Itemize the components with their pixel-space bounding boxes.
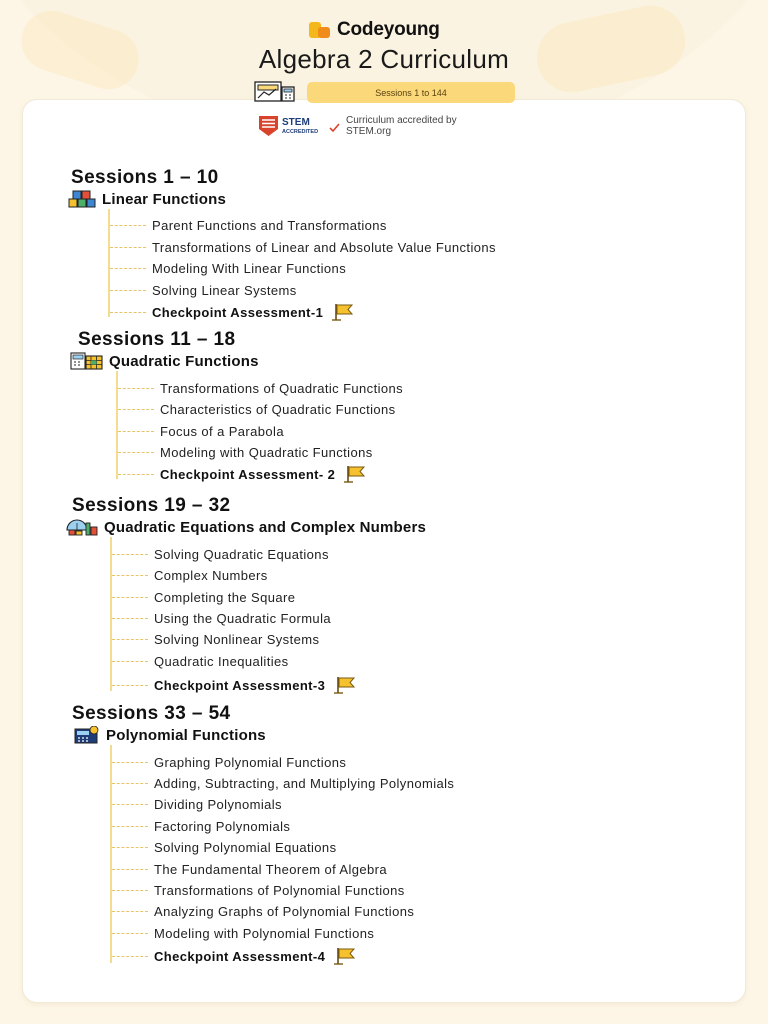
accreditation-line-1: Curriculum accredited by [346, 115, 457, 126]
unit-title [74, 726, 266, 744]
section-heading: Sessions 33 – 54 [72, 703, 231, 724]
blocks-icon [68, 190, 96, 208]
accreditation-line-2: STEM.org [346, 126, 392, 137]
unit-title-text: Quadratic Equations and Complex Numbers [104, 518, 427, 536]
list-item: Transformations of Quadratic Functions [118, 381, 403, 396]
list-item: The Fundamental Theorem of Algebra [112, 862, 387, 877]
accreditation-block [258, 114, 457, 138]
brand-logo [309, 19, 440, 41]
accreditation-text [346, 115, 457, 137]
list-item: Solving Polynomial Equations [112, 840, 336, 855]
unit-title-text: Polynomial Functions [106, 726, 266, 744]
svg-text:STEM: STEM [282, 117, 310, 128]
checkpoint-item: Checkpoint Assessment-3 [112, 676, 359, 694]
list-item: Solving Quadratic Equations [112, 547, 329, 562]
list-item: Completing the Square [112, 590, 295, 605]
unit-title [66, 518, 426, 536]
list-item: Factoring Polynomials [112, 819, 290, 834]
checkpoint-item: Checkpoint Assessment- 2 [118, 465, 369, 483]
list-item: Focus of a Parabola [118, 424, 284, 439]
calculator-grid-icon [70, 352, 103, 370]
flag-icon [333, 947, 359, 965]
list-item: Solving Linear Systems [110, 283, 297, 298]
list-item: Transformations of Polynomial Functions [112, 883, 405, 898]
algebra-chart-icon [254, 81, 296, 103]
unit-title-text: Linear Functions [102, 190, 227, 208]
list-item: Modeling With Linear Functions [110, 261, 346, 276]
flag-icon [331, 303, 357, 321]
stem-accredited-badge-icon [258, 114, 340, 138]
list-item: Transformations of Linear and Absolute Value Functions [110, 240, 496, 255]
section-heading: Sessions 11 – 18 [78, 329, 236, 350]
svg-text:ACCREDITED: ACCREDITED [282, 129, 319, 135]
brand-name: Codeyoung [337, 19, 440, 40]
list-item: Quadratic Inequalities [112, 654, 289, 669]
unit-title [68, 190, 226, 208]
list-item: Modeling with Polynomial Functions [112, 926, 374, 941]
list-item: Parent Functions and Transformations [110, 218, 387, 233]
page-title: Algebra 2 Curriculum [258, 44, 510, 74]
list-item: Solving Nonlinear Systems [112, 632, 319, 647]
checkpoint-item: Checkpoint Assessment-1 [110, 303, 357, 321]
list-item: Using the Quadratic Formula [112, 611, 331, 626]
list-item: Analyzing Graphs of Polynomial Functions [112, 904, 414, 919]
flag-icon [333, 676, 359, 694]
list-item: Dividing Polynomials [112, 797, 282, 812]
section-heading: Sessions 1 – 10 [71, 167, 219, 188]
unit-title-text: Quadratic Functions [109, 352, 259, 370]
section-heading: Sessions 19 – 32 [72, 495, 231, 516]
codeyoung-logo-icon [309, 20, 331, 40]
unit-title [70, 352, 259, 370]
list-item: Modeling with Quadratic Functions [118, 445, 373, 460]
calculator-icon [74, 726, 100, 744]
list-item: Graphing Polynomial Functions [112, 755, 346, 770]
checkpoint-item: Checkpoint Assessment-4 [112, 947, 359, 965]
sessions-range-pill: Sessions 1 to 144 [307, 82, 515, 103]
protractor-tools-icon [66, 518, 98, 536]
flag-icon [343, 465, 369, 483]
list-item: Complex Numbers [112, 568, 268, 583]
list-item: Characteristics of Quadratic Functions [118, 402, 396, 417]
list-item: Adding, Subtracting, and Multiplying Polynomials [112, 776, 454, 791]
